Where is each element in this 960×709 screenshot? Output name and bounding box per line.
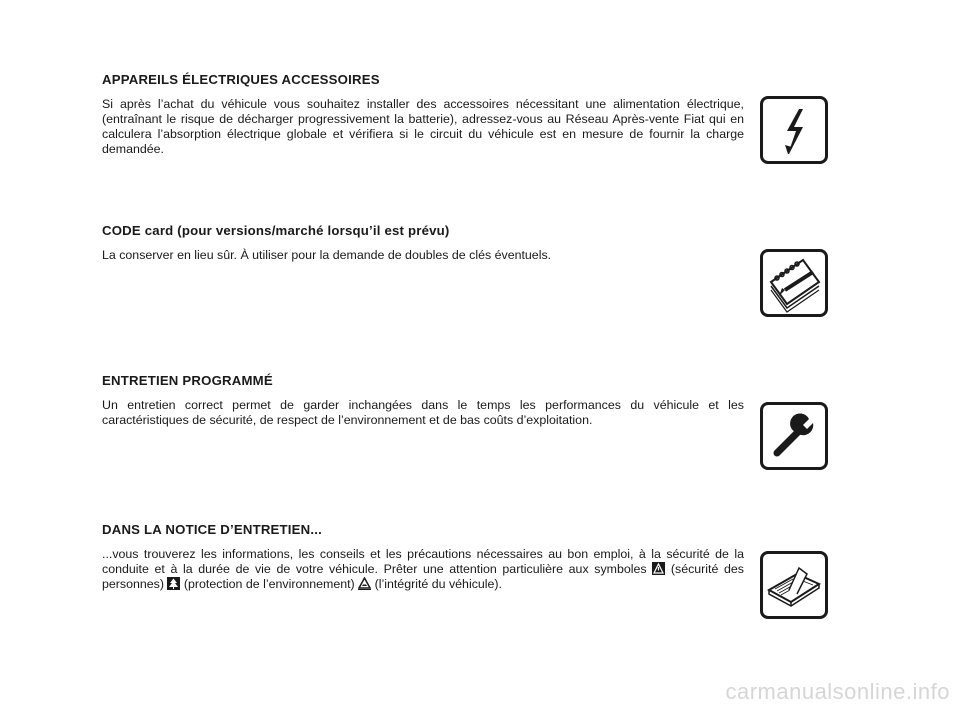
open-book-icon: [760, 551, 828, 619]
vehicle-integrity-icon: [358, 577, 371, 590]
body-text-part: ...vous trouverez les informations, les conseils et les précautions nécessaires au bon emploi, à la sécurité de la conduite et à la durée de vie de votre véhicule. Prêter une attention particulière aux symboles: [102, 547, 744, 576]
section-body: Si après l’achat du véhicule vous souhaitez installer des accessoires nécessitant une alimentation électrique, (entraînant le risque de décharger progressivement la batterie), adressez-vous au Réseau Après-vente Fiat qui en calculera l’absorption électrique globale et vérifiera si le circuit du véhicule est en mesure de fournir la charge demandée.: [102, 97, 744, 156]
heading-rest-part: card (pour versions/marché lorsqu’il est prévu): [140, 223, 450, 238]
notebook-pen-icon: [760, 249, 828, 317]
watermark: carmanualsonline.info: [725, 679, 950, 704]
section-code-card: [102, 223, 744, 263]
environment-icon: [167, 577, 180, 590]
section-body: La conserver en lieu sûr. À utiliser pour la demande de doubles de clés éventuels.: [102, 248, 552, 262]
section-body: [102, 547, 744, 592]
body-text-part: (l’intégrité du véhicule).: [371, 577, 502, 591]
section-heading: DANS LA NOTICE D’ENTRETIEN...: [102, 522, 322, 537]
wrench-icon: [760, 402, 828, 470]
body-text-part: (protection de l’environnement): [180, 577, 359, 591]
section-body: Un entretien correct permet de garder inchangées dans le temps les performances du véhicule et les caractéristiques de sécurité, de respect de l’environnement et de bas coûts d’exploitation.: [102, 398, 744, 427]
section-maintenance-booklet: [102, 522, 744, 592]
lightning-icon: [760, 96, 828, 164]
person-safety-icon: [652, 562, 665, 575]
body-text-part: (sécurité des personnes): [102, 562, 744, 591]
section-heading: [102, 223, 744, 239]
heading-bold-part: CODE: [102, 223, 141, 238]
section-electrical-accessories: [102, 72, 744, 157]
section-heading: APPAREILS ÉLECTRIQUES ACCESSOIRES: [102, 72, 380, 87]
section-heading: ENTRETIEN PROGRAMMÉ: [102, 373, 273, 388]
section-scheduled-maintenance: [102, 373, 744, 428]
